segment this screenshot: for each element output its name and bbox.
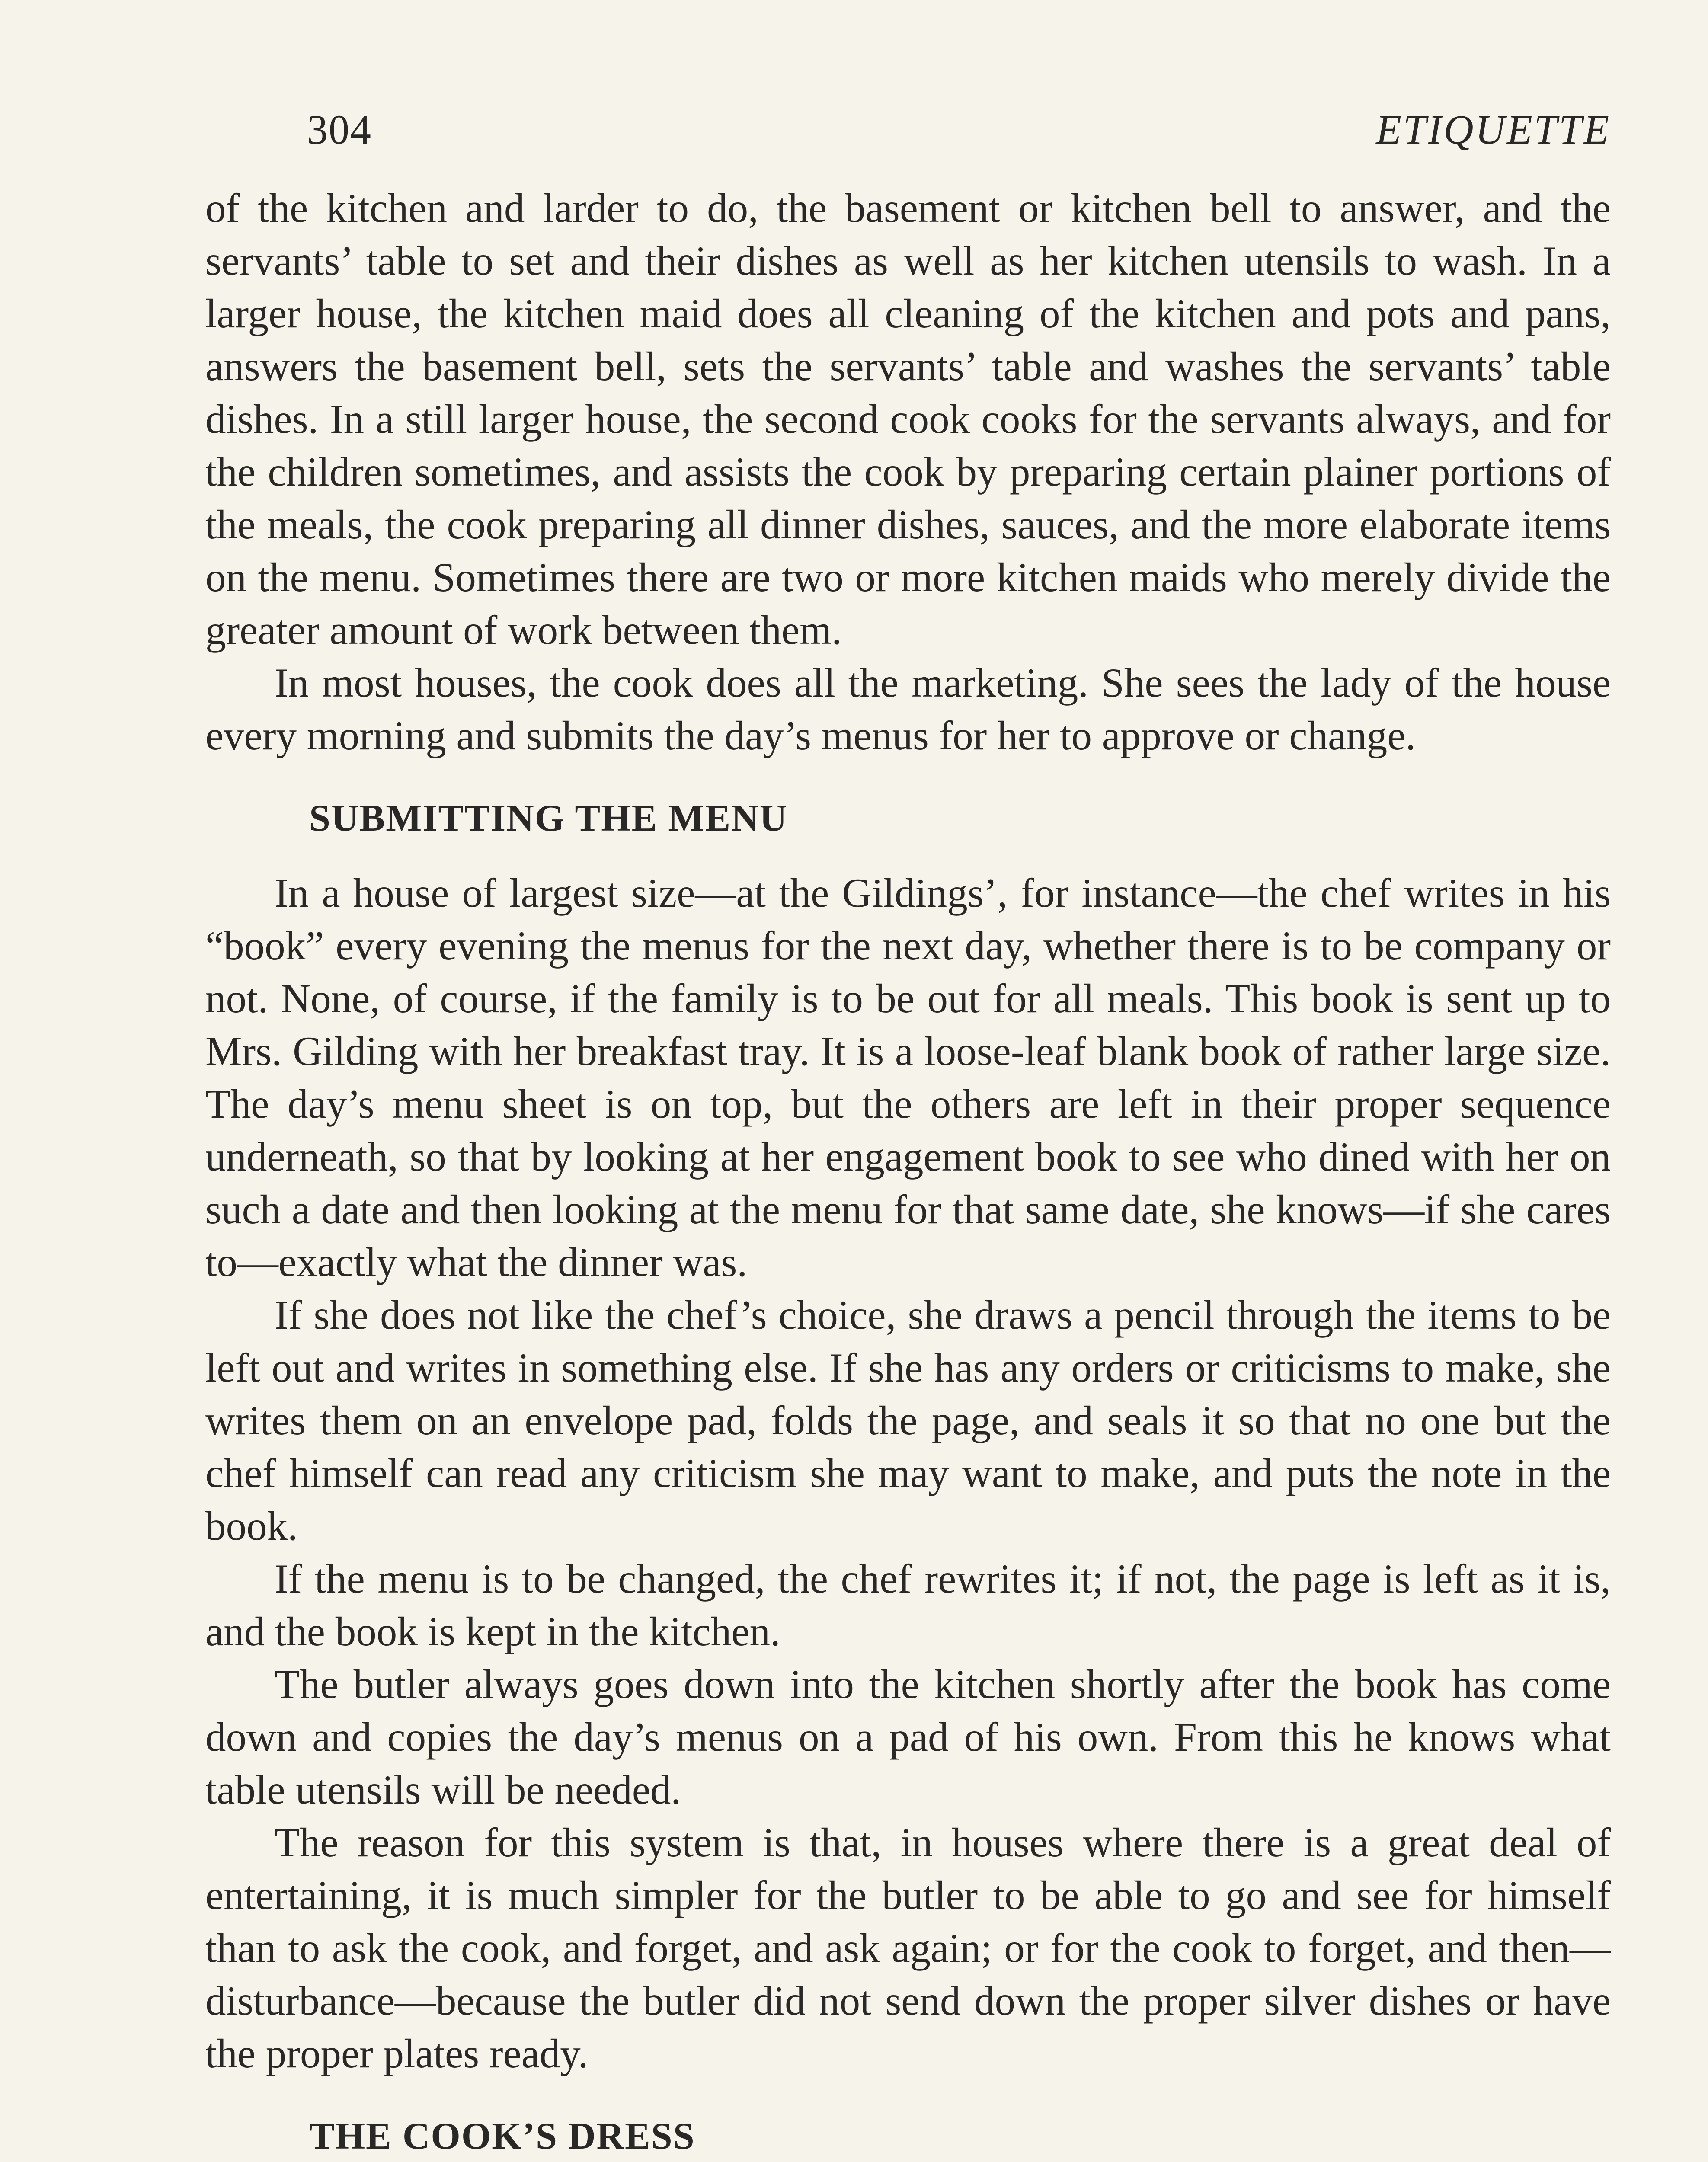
- running-head: [205, 95, 1611, 164]
- paragraph-chef-book: In a house of largest size—at the Gildings’, for instance—the chef writes in his “book” every evening the menus for the next day, whether there is to be company or not. None, of course, if the family is to be out for all meals. This book is sent up to Mrs. Gilding with her breakfast tray. It is a loose-leaf blank book of rather large size. The day’s menu sheet is on top, but the others are left in their proper sequence underneath, so that by looking at her engagement book to see who dined with her on such a date and then looking at the menu for that same date, she knows—if she cares to—exactly what the dinner was.: [205, 870, 1611, 1285]
- section-heading-cooks-dress: THE COOK’S DRESS: [309, 2115, 695, 2157]
- paragraph-marketing: In most houses, the cook does all the marketing. She sees the lady of the house every morning and submits the day’s menus for her to approve or change.: [205, 660, 1611, 758]
- page-number: 304: [307, 106, 372, 153]
- paragraph-chef-choice: If she does not like the chef’s choice, she draws a pencil through the items to be left out and writes in something else. If she has any orders or criticisms to make, she writes them on an envelope pad, folds the page, and seals it so that no one but the chef himself can read any criticism she may want to make, and puts the note in the book.: [205, 1292, 1611, 1549]
- section-heading-submitting-menu: SUBMITTING THE MENU: [309, 797, 788, 839]
- running-title: ETIQUETTE: [1376, 106, 1611, 153]
- paragraph-butler-copies: The butler always goes down into the kitchen shortly after the book has come down and copies the day’s menus on a pad of his own. From this he knows what table utensils will be needed.: [205, 1661, 1611, 1813]
- paragraph-system-reason: The reason for this system is that, in houses where there is a great deal of entertaining, it is much simpler for the butler to be able to go and see for himself than to ask the cook, and forget, and ask again; or for the cook to forget, and then—disturbance—because the butler did not send down the proper silver dishes or have the proper plates ready.: [205, 1820, 1611, 2076]
- body-text: [205, 182, 1611, 2162]
- paragraph-kitchen-duties: of the kitchen and larder to do, the basement or kitchen bell to answer, and the servants’ table to set and their dishes as well as her kitchen utensils to wash. In a larger house, the kitchen maid does all cleaning of the kitchen and pots and pans, answers the basement bell, sets the servants’ table and washes the servants’ table dishes. In a still larger house, the second cook cooks for the servants always, and for the children sometimes, and assists the cook by preparing certain plainer portions of the meals, the cook preparing all dinner dishes, sauces, and the more elaborate items on the menu. Sometimes there are two or more kitchen maids who merely divide the greater amount of work between them.: [205, 185, 1611, 653]
- paragraph-menu-changed: If the menu is to be changed, the chef rewrites it; if not, the page is left as it is, and the book is kept in the kitchen.: [205, 1556, 1611, 1654]
